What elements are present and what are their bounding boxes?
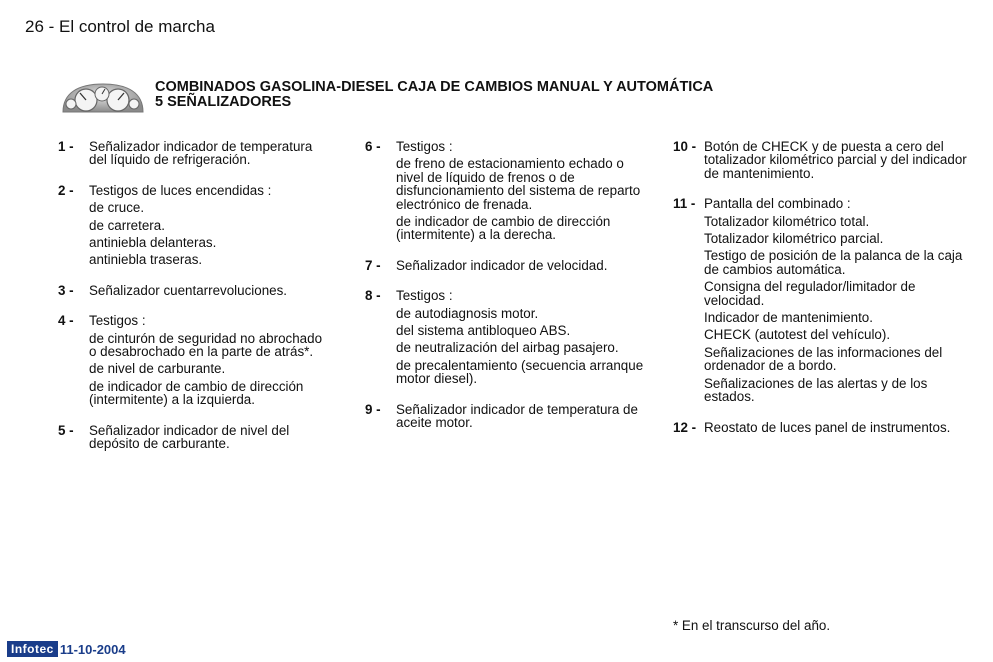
- legend-item: [58, 140, 328, 167]
- page-header: 26 - El control de marcha: [25, 17, 215, 36]
- item-subtext: de freno de estacionamiento echado o nivel de líquido de frenos o de disfuncionamiento del sistema de reparto electrónico de frenada.: [396, 156, 641, 212]
- item-text: Botón de CHECK y de puesta a cero del totalizador kilométrico parcial y del indicador de mantenimiento.: [704, 139, 967, 181]
- item-number: 3 -: [58, 282, 74, 298]
- legend-item: [365, 140, 655, 242]
- infotec-logo: Infotec: [7, 641, 58, 657]
- item-subtext: de autodiagnosis motor.: [396, 305, 539, 321]
- item-subtext: de cinturón de seguridad no abrochado o desabrochado en la parte de atrás*.: [89, 330, 323, 360]
- print-date: 11-10-2004: [59, 641, 126, 657]
- item-number: 4 -: [58, 313, 74, 329]
- column-2: [365, 140, 655, 447]
- column-3: [673, 140, 973, 451]
- item-number: 7 -: [365, 257, 381, 273]
- item-subtext: de precalentamiento (secuencia arranque motor diesel).: [396, 357, 644, 387]
- item-text: Testigos :: [396, 139, 453, 154]
- legend-item: [673, 197, 973, 403]
- item-number: 11 -: [673, 196, 696, 212]
- title-line: 5 SEÑALIZADORES: [155, 94, 292, 110]
- legend-item: [58, 284, 328, 297]
- item-text: Pantalla del combinado :: [704, 196, 851, 212]
- legend-item: [58, 424, 328, 451]
- item-subtext: Indicador de mantenimiento.: [704, 310, 873, 326]
- legend-item: [673, 140, 973, 180]
- item-number: 9 -: [365, 401, 381, 417]
- item-subtext: Señalizaciones de las informaciones del ordenador de a bordo.: [704, 344, 943, 374]
- item-subtext: Totalizador kilométrico total.: [704, 213, 870, 229]
- item-number: 1 -: [58, 139, 74, 154]
- item-text: Señalizador indicador de temperatura de aceite motor.: [396, 401, 638, 431]
- legend-item: [58, 314, 328, 406]
- item-subtext: de indicador de cambio de dirección (intermitente) a la derecha.: [396, 214, 611, 243]
- item-subtext: de nivel de carburante.: [89, 361, 226, 377]
- item-subtext: Testigo de posición de la palanca de la caja de cambios automática.: [704, 248, 963, 277]
- item-text: Testigos de luces encendidas :: [89, 182, 272, 198]
- item-subtext: Consigna del regulador/limitador de velocidad.: [704, 279, 916, 308]
- item-number: 6 -: [365, 139, 381, 154]
- footer: [7, 641, 126, 657]
- item-text: Señalizador indicador de temperatura del líquido de refrigeración.: [89, 139, 313, 168]
- item-subtext: de carretera.: [89, 217, 165, 233]
- item-number: 12 -: [673, 419, 697, 435]
- item-subtext: antiniebla traseras.: [89, 252, 203, 268]
- item-number: 5 -: [58, 422, 74, 438]
- item-text: Reostato de luces panel de instrumentos.: [704, 419, 951, 435]
- item-number: 2 -: [58, 182, 74, 198]
- item-text: Señalizador indicador de velocidad.: [396, 257, 608, 273]
- item-subtext: de indicador de cambio de dirección (intermitente) a la izquierda.: [89, 378, 304, 408]
- item-subtext: Señalizaciones de las alertas y de los estados.: [704, 375, 928, 405]
- item-subtext: CHECK (autotest del vehículo).: [704, 327, 891, 343]
- legend-item: [365, 403, 655, 430]
- item-subtext: de cruce.: [89, 200, 145, 216]
- column-1: [58, 140, 328, 468]
- footnote: * En el transcurso del año.: [673, 618, 831, 633]
- item-text: Testigos :: [89, 313, 146, 329]
- item-subtext: antiniebla delanteras.: [89, 235, 217, 251]
- instrument-cluster-icon: [60, 81, 146, 115]
- item-text: Señalizador cuentarrevoluciones.: [89, 282, 288, 298]
- item-subtext: del sistema antibloqueo ABS.: [396, 323, 571, 339]
- item-number: 8 -: [365, 288, 381, 304]
- item-text: Testigos :: [396, 288, 453, 304]
- title-line: COMBINADOS GASOLINA-DIESEL CAJA DE CAMBIOS MANUAL Y AUTOMÁTICA: [155, 79, 714, 95]
- section-title: [155, 80, 713, 110]
- legend-item: [365, 289, 655, 385]
- item-text: Señalizador indicador de nivel del depósito de carburante.: [89, 422, 290, 452]
- legend-item: [58, 184, 328, 267]
- item-subtext: de neutralización del airbag pasajero.: [396, 340, 619, 356]
- item-number: 10 -: [673, 139, 697, 154]
- item-subtext: Totalizador kilométrico parcial.: [704, 231, 884, 247]
- legend-item: [673, 421, 973, 434]
- legend-item: [365, 259, 655, 272]
